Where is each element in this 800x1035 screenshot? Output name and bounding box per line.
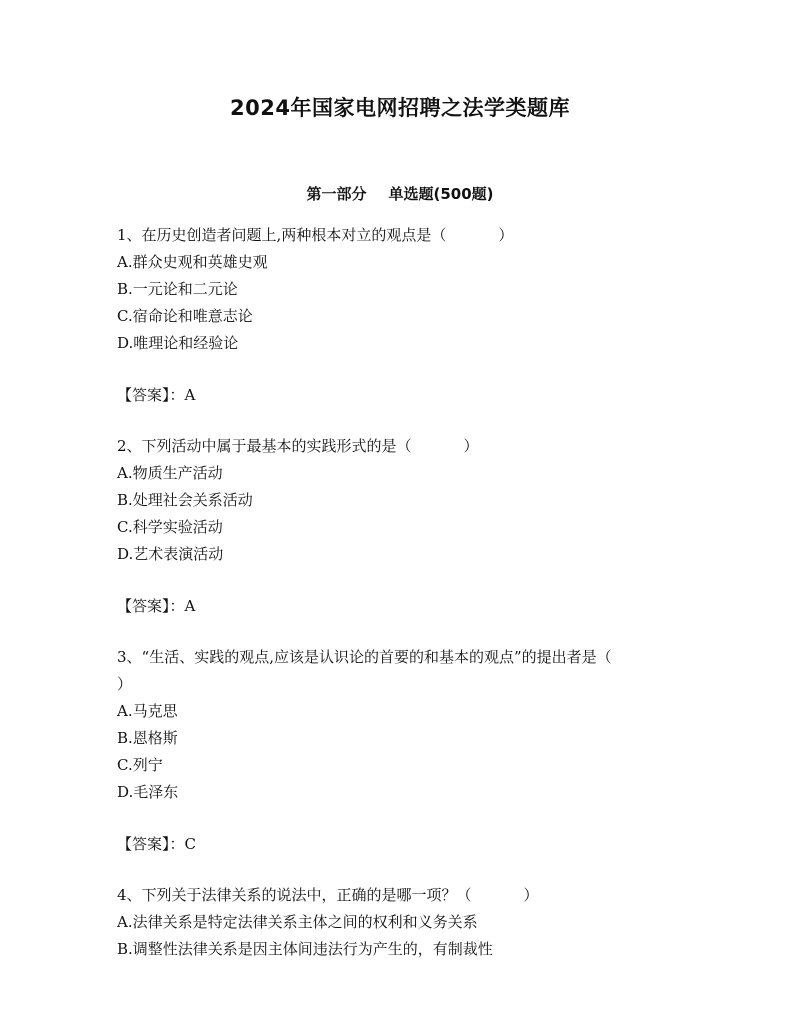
answer-label: 【答案】： (117, 386, 185, 404)
option-a: A.法律关系是特定法律关系主体之间的权利和义务关系 (117, 913, 478, 931)
option-c: C.宿命论和唯意志论 (117, 307, 253, 325)
option-d: D.毛泽东 (117, 783, 179, 801)
option-a: A.群众史观和英雄史观 (117, 253, 268, 271)
option-list (117, 909, 677, 963)
option-c: C.列宁 (117, 756, 163, 774)
question-stem: 3、“生活、实践的观点,应该是认识论的首要的和基本的观点”的提出者是（） (117, 648, 612, 693)
answer-line (117, 382, 677, 409)
answer-label: 【答案】： (117, 597, 185, 615)
answer-value: C (184, 835, 196, 853)
document-title: 2024年国家电网招聘之法学类题库 (230, 96, 570, 120)
option-b: B.调整性法律关系是因主体间违法行为产生的，有制裁性 (117, 940, 493, 958)
section-part: 第一部分 (306, 185, 367, 203)
option-b: B.恩格斯 (117, 729, 178, 747)
answer-line (117, 831, 677, 858)
question-stem: 4、下列关于法律关系的说法中，正确的是哪一项？（ ） (117, 886, 539, 904)
question-3 (117, 644, 677, 858)
option-a: A.物质生产活动 (117, 464, 223, 482)
option-a: A.马克思 (117, 702, 178, 720)
question-1 (117, 222, 677, 409)
answer-value: A (184, 597, 196, 615)
section-title (0, 183, 800, 204)
option-b: B.处理社会关系活动 (117, 491, 253, 509)
option-d: D.艺术表演活动 (117, 545, 224, 563)
option-list (117, 698, 677, 806)
option-list (117, 249, 677, 357)
answer-value: A (184, 386, 196, 404)
question-list (117, 222, 677, 963)
section-heading: 单选题(500题) (388, 185, 494, 203)
question-stem: 1、在历史创造者问题上,两种根本对立的观点是（ ） (117, 226, 514, 244)
question-4 (117, 882, 677, 963)
question-2 (117, 433, 677, 620)
option-c: C.科学实验活动 (117, 518, 223, 536)
question-stem: 2、下列活动中属于最基本的实践形式的是（ ） (117, 437, 479, 455)
option-d: D.唯理论和经验论 (117, 334, 239, 352)
answer-line (117, 593, 677, 620)
option-list (117, 460, 677, 568)
option-b: B.一元论和二元论 (117, 280, 238, 298)
answer-label: 【答案】： (117, 835, 185, 853)
